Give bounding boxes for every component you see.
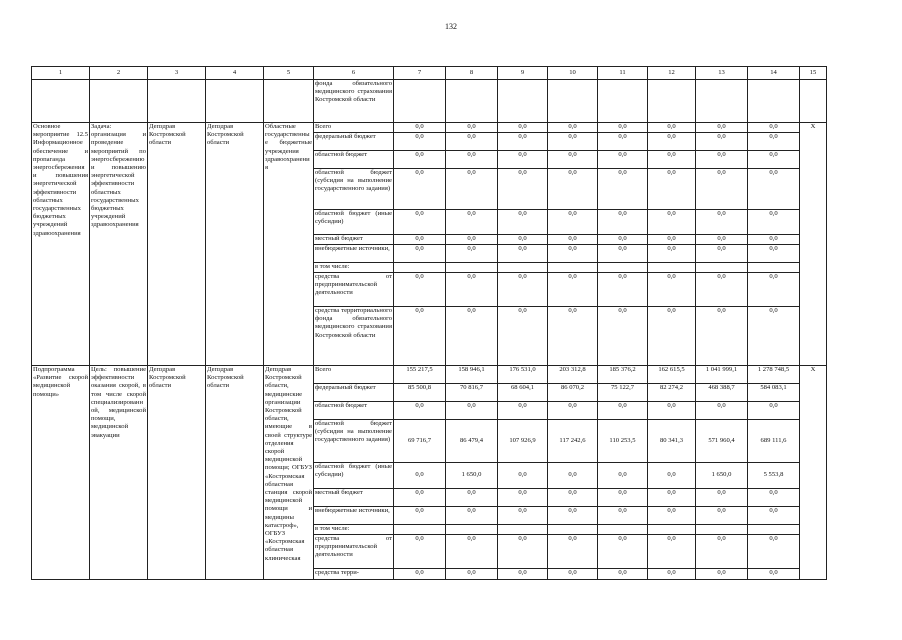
value-cell: 0,0 [598, 307, 648, 366]
value-cell: 0,0 [498, 133, 548, 151]
value-cell: 0,0 [394, 535, 446, 569]
header-cell: 13 [696, 67, 748, 80]
value-cell [548, 263, 598, 273]
value-cell: 0,0 [648, 210, 696, 235]
value-cell: 0,0 [548, 235, 598, 245]
value-cell: 0,0 [548, 210, 598, 235]
empty-cell [800, 80, 827, 123]
value-cell: 689 111,6 [748, 420, 800, 463]
page-number: 132 [445, 22, 457, 31]
header-cell: 10 [548, 67, 598, 80]
value-cell: 0,0 [648, 169, 696, 210]
table-row [32, 366, 827, 384]
value-cell: 0,0 [498, 273, 548, 307]
value-cell: 0,0 [696, 151, 748, 169]
value-cell: 584 083,1 [748, 384, 800, 402]
value-cell: 0,0 [446, 402, 498, 420]
value-cell: 85 500,8 [394, 384, 446, 402]
value-cell: 0,0 [748, 489, 800, 507]
value-cell: 0,0 [648, 133, 696, 151]
value-cell [498, 263, 548, 273]
value-cell: 0,0 [498, 402, 548, 420]
value-cell: 0,0 [598, 273, 648, 307]
value-cell [696, 525, 748, 535]
value-cell: 0,0 [394, 463, 446, 489]
value-cell: 0,0 [446, 133, 498, 151]
header-cell: 3 [148, 67, 206, 80]
value-cell: 107 926,9 [498, 420, 548, 463]
value-cell: 0,0 [394, 235, 446, 245]
source-cell: средства территориального фонда обязательного медицинского страхования Костромской области [314, 307, 394, 366]
value-cell: 0,0 [748, 123, 800, 133]
value-cell: 0,0 [748, 569, 800, 580]
value-cell: 0,0 [446, 569, 498, 580]
source-cell: федеральный бюджет [314, 133, 394, 151]
value-cell [648, 263, 696, 273]
value-cell: 0,0 [548, 489, 598, 507]
value-cell: 0,0 [394, 133, 446, 151]
value-cell: 0,0 [748, 133, 800, 151]
value-cell: 468 388,7 [696, 384, 748, 402]
value-cell: 0,0 [598, 489, 648, 507]
source-cell: в том числе: [314, 525, 394, 535]
value-cell: 0,0 [446, 273, 498, 307]
header-cell: 14 [748, 67, 800, 80]
value-cell: 1 041 999,1 [696, 366, 748, 384]
empty-cell [598, 80, 648, 123]
value-cell: 0,0 [598, 210, 648, 235]
value-cell: 185 376,2 [598, 366, 648, 384]
value-cell [394, 525, 446, 535]
value-cell: 0,0 [748, 507, 800, 525]
value-cell: 75 122,7 [598, 384, 648, 402]
value-cell: 0,0 [446, 169, 498, 210]
value-cell: 0,0 [548, 169, 598, 210]
value-cell: 0,0 [394, 151, 446, 169]
table-row [32, 123, 827, 133]
value-cell: 0,0 [748, 535, 800, 569]
value-cell: 110 253,5 [598, 420, 648, 463]
value-cell: 0,0 [598, 123, 648, 133]
value-cell: 0,0 [394, 507, 446, 525]
value-cell: 0,0 [446, 123, 498, 133]
mark-cell: X [800, 123, 827, 366]
coordinator-cell: Депздрав Костромской области [206, 123, 264, 366]
source-cell: областной бюджет (иные субсидии) [314, 463, 394, 489]
empty-cell [648, 80, 696, 123]
empty-cell [264, 80, 314, 123]
source-cell: Всего [314, 366, 394, 384]
value-cell: 0,0 [648, 307, 696, 366]
value-cell: 0,0 [696, 245, 748, 263]
value-cell: 0,0 [498, 569, 548, 580]
source-cell: внебюджетные источники, [314, 245, 394, 263]
value-cell: 0,0 [548, 307, 598, 366]
empty-cell [748, 80, 800, 123]
value-cell: 0,0 [696, 123, 748, 133]
value-cell: 0,0 [446, 489, 498, 507]
value-cell: 1 650,0 [446, 463, 498, 489]
coordinator-cell: Депздрав Костромской области [206, 366, 264, 580]
header-cell: 7 [394, 67, 446, 80]
value-cell: 158 946,1 [446, 366, 498, 384]
value-cell: 0,0 [498, 507, 548, 525]
value-cell: 0,0 [548, 402, 598, 420]
source-cell: федеральный бюджет [314, 384, 394, 402]
value-cell: 86 070,2 [548, 384, 598, 402]
empty-cell [32, 80, 90, 123]
value-cell: 0,0 [696, 133, 748, 151]
header-row [32, 67, 827, 80]
source-cell: областной бюджет (субсидия на выполнение государственного задания) [314, 169, 394, 210]
value-cell: 0,0 [598, 463, 648, 489]
source-cell: областной бюджет (субсидия на выполнение государственного задания) [314, 420, 394, 463]
value-cell: 0,0 [548, 123, 598, 133]
source-cell: областной бюджет [314, 402, 394, 420]
value-cell: 0,0 [748, 235, 800, 245]
source-cell: средства от предпринимательской деятельности [314, 535, 394, 569]
value-cell: 0,0 [648, 235, 696, 245]
header-cell: 12 [648, 67, 696, 80]
header-cell: 8 [446, 67, 498, 80]
value-cell: 0,0 [648, 507, 696, 525]
value-cell [446, 263, 498, 273]
value-cell: 0,0 [696, 507, 748, 525]
value-cell: 0,0 [498, 210, 548, 235]
value-cell: 0,0 [748, 210, 800, 235]
source-cell: областной бюджет (иные субсидии) [314, 210, 394, 235]
value-cell: 5 553,8 [748, 463, 800, 489]
value-cell: 571 960,4 [696, 420, 748, 463]
empty-cell [148, 80, 206, 123]
value-cell: 0,0 [696, 307, 748, 366]
value-cell: 0,0 [598, 245, 648, 263]
value-cell: 0,0 [446, 151, 498, 169]
value-cell: 117 242,6 [548, 420, 598, 463]
value-cell: 0,0 [498, 307, 548, 366]
source-cell: местный бюджет [314, 235, 394, 245]
value-cell: 0,0 [748, 169, 800, 210]
value-cell: 86 479,4 [446, 420, 498, 463]
budget-table [31, 66, 827, 580]
value-cell: 0,0 [548, 569, 598, 580]
source-cell: Всего [314, 123, 394, 133]
mark-cell: X [800, 366, 827, 580]
value-cell: 68 604,1 [498, 384, 548, 402]
executor-cell: Депздрав Костромской области, медицинские организации Костромской области, имеющие в своей структуре отделения скорой медицинской помощи; ОГБУЗ «Костромская областная станция скорой медицинской помощи и медицины катастроф», ОГБУЗ «Костромская областная клиническая [264, 366, 314, 580]
header-cell: 5 [264, 67, 314, 80]
value-cell [498, 525, 548, 535]
value-cell: 0,0 [446, 235, 498, 245]
value-cell: 0,0 [498, 489, 548, 507]
executor-cell: Областные государственные бюджетные учреждения здравоохранения [264, 123, 314, 366]
value-cell: 1 278 748,5 [748, 366, 800, 384]
value-cell: 0,0 [598, 569, 648, 580]
value-cell: 0,0 [696, 210, 748, 235]
empty-cell [446, 80, 498, 123]
source-cell: средства от предпринимательской деятельности [314, 273, 394, 307]
value-cell: 0,0 [648, 535, 696, 569]
value-cell: 0,0 [394, 307, 446, 366]
value-cell: 0,0 [696, 169, 748, 210]
value-cell: 0,0 [696, 489, 748, 507]
value-cell: 0,0 [498, 123, 548, 133]
empty-cell [498, 80, 548, 123]
header-cell: 15 [800, 67, 827, 80]
value-cell [394, 263, 446, 273]
value-cell: 0,0 [598, 507, 648, 525]
task-cell: Цель: повышение эффективности оказания скорой, в том числе скорой специализированной, медицинской помощи, медицинской эвакуации [90, 366, 148, 580]
value-cell: 0,0 [648, 151, 696, 169]
header-cell: 2 [90, 67, 148, 80]
value-cell: 70 816,7 [446, 384, 498, 402]
value-cell: 0,0 [648, 569, 696, 580]
value-cell: 0,0 [748, 307, 800, 366]
header-cell: 6 [314, 67, 394, 80]
value-cell: 0,0 [446, 245, 498, 263]
value-cell: 0,0 [748, 402, 800, 420]
value-cell: 1 650,0 [696, 463, 748, 489]
table-row [32, 80, 827, 123]
value-cell: 0,0 [446, 210, 498, 235]
value-cell [648, 525, 696, 535]
source-cell: местный бюджет [314, 489, 394, 507]
source-cell: средства терри- [314, 569, 394, 580]
customer-cell: Депздрав Костромской области [148, 123, 206, 366]
value-cell: 0,0 [598, 402, 648, 420]
value-cell [748, 525, 800, 535]
value-cell: 0,0 [394, 489, 446, 507]
value-cell: 0,0 [748, 151, 800, 169]
source-cell: внебюджетные источники, [314, 507, 394, 525]
value-cell: 0,0 [498, 245, 548, 263]
value-cell: 0,0 [648, 245, 696, 263]
value-cell: 0,0 [498, 463, 548, 489]
value-cell: 0,0 [598, 133, 648, 151]
measure-name-cell: Подпрограмма «Развитие скорой медицинской помощи» [32, 366, 90, 580]
value-cell: 0,0 [548, 507, 598, 525]
value-cell: 0,0 [648, 123, 696, 133]
value-cell: 203 312,8 [548, 366, 598, 384]
empty-cell [696, 80, 748, 123]
value-cell: 0,0 [748, 273, 800, 307]
empty-cell [90, 80, 148, 123]
value-cell: 0,0 [696, 535, 748, 569]
value-cell [696, 263, 748, 273]
value-cell: 0,0 [748, 245, 800, 263]
value-cell: 0,0 [648, 463, 696, 489]
source-cell: в том числе: [314, 263, 394, 273]
value-cell: 0,0 [648, 489, 696, 507]
value-cell: 0,0 [548, 245, 598, 263]
source-cell: областной бюджет [314, 151, 394, 169]
value-cell: 0,0 [498, 151, 548, 169]
value-cell: 0,0 [598, 169, 648, 210]
measure-name-cell: Основное мероприятие 12.5 Информационное обеспечение и пропаганда энергосбережения и повышения энергетической эффективности областных государственных бюджетных учреждений здравоохранения [32, 123, 90, 366]
source-cell: фонда обязательного медицинского страхования Костромской области [314, 80, 394, 123]
value-cell: 176 531,0 [498, 366, 548, 384]
value-cell: 0,0 [696, 402, 748, 420]
value-cell: 0,0 [696, 235, 748, 245]
value-cell [548, 525, 598, 535]
value-cell: 80 341,3 [648, 420, 696, 463]
empty-cell [206, 80, 264, 123]
value-cell: 82 274,2 [648, 384, 696, 402]
value-cell: 0,0 [394, 169, 446, 210]
value-cell: 0,0 [648, 402, 696, 420]
value-cell: 0,0 [446, 307, 498, 366]
value-cell: 0,0 [394, 402, 446, 420]
empty-cell [548, 80, 598, 123]
header-cell: 9 [498, 67, 548, 80]
header-cell: 11 [598, 67, 648, 80]
value-cell: 162 615,5 [648, 366, 696, 384]
customer-cell: Депздрав Костромской области [148, 366, 206, 580]
value-cell: 0,0 [598, 151, 648, 169]
value-cell: 0,0 [394, 245, 446, 263]
value-cell: 0,0 [648, 273, 696, 307]
value-cell: 0,0 [498, 169, 548, 210]
header-cell: 1 [32, 67, 90, 80]
value-cell [446, 525, 498, 535]
value-cell: 0,0 [394, 123, 446, 133]
value-cell: 0,0 [548, 463, 598, 489]
value-cell: 0,0 [498, 535, 548, 569]
value-cell: 0,0 [696, 569, 748, 580]
value-cell: 0,0 [598, 235, 648, 245]
value-cell: 0,0 [548, 151, 598, 169]
value-cell: 0,0 [394, 273, 446, 307]
value-cell: 0,0 [696, 273, 748, 307]
value-cell: 0,0 [548, 133, 598, 151]
value-cell [598, 263, 648, 273]
value-cell: 0,0 [548, 273, 598, 307]
value-cell: 155 217,5 [394, 366, 446, 384]
header-cell: 4 [206, 67, 264, 80]
value-cell: 0,0 [498, 235, 548, 245]
value-cell [748, 263, 800, 273]
value-cell: 0,0 [446, 535, 498, 569]
value-cell: 0,0 [394, 210, 446, 235]
value-cell: 0,0 [446, 507, 498, 525]
value-cell: 69 716,7 [394, 420, 446, 463]
value-cell: 0,0 [394, 569, 446, 580]
value-cell: 0,0 [548, 535, 598, 569]
value-cell [598, 525, 648, 535]
task-cell: Задача: организация и проведение мероприятий по энергосбережению и повышению энергетической эффективности областных государственных бюджетных учреждений здравоохранения [90, 123, 148, 366]
value-cell: 0,0 [598, 535, 648, 569]
empty-cell [394, 80, 446, 123]
